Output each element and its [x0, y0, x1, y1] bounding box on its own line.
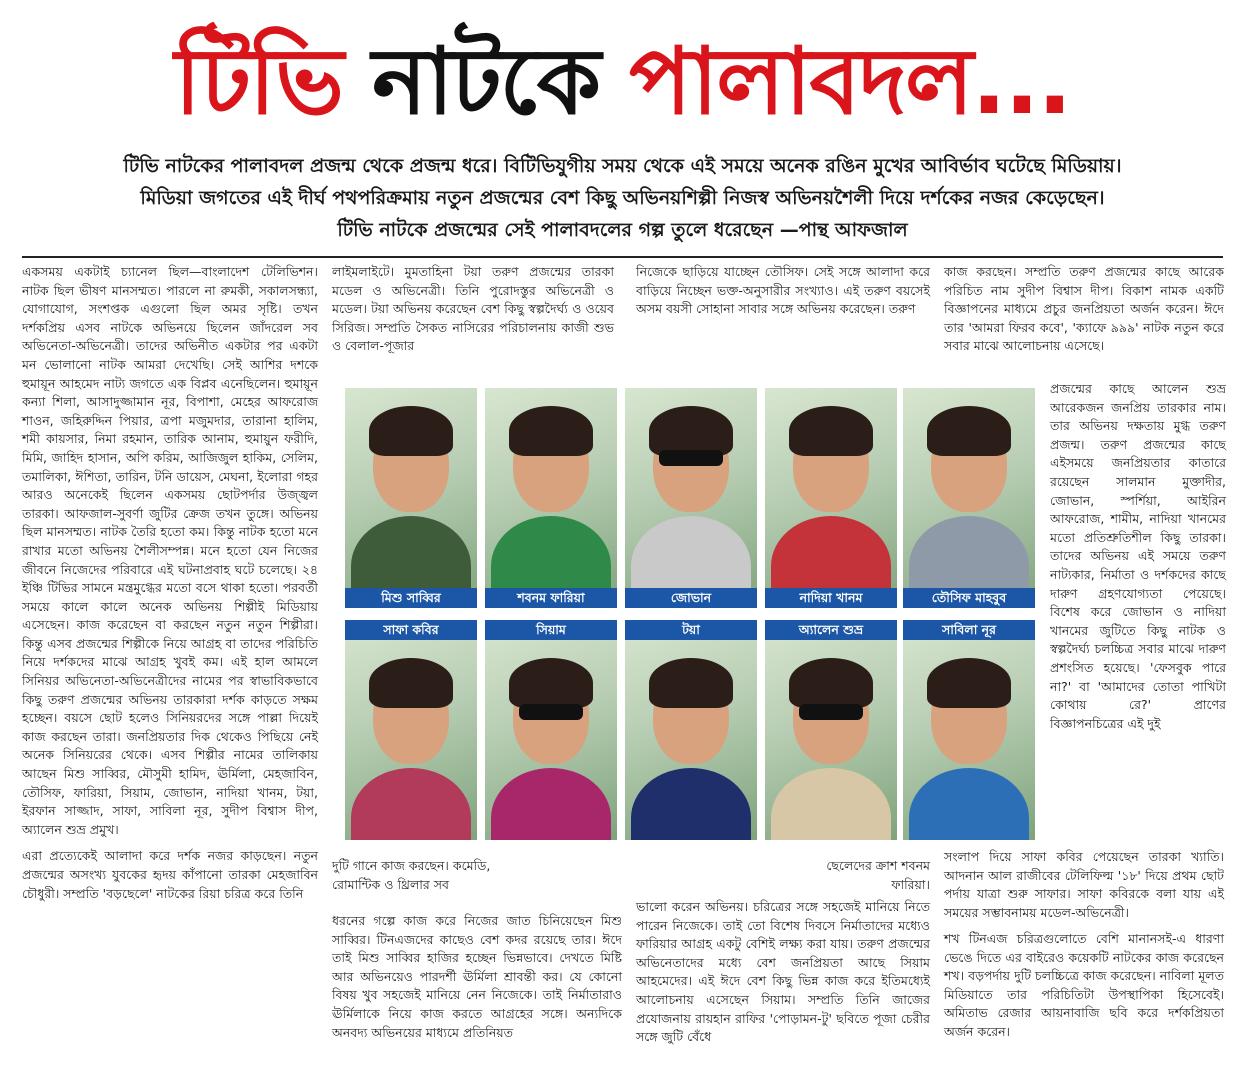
actor-photo: [903, 388, 1035, 608]
sunglasses-icon: [799, 704, 863, 720]
actor-hair: [789, 406, 873, 456]
actor-photo: [485, 388, 617, 608]
column-1-paragraph-2: এরা প্রত্যেকেই আলাদা করে দর্শক নজর কাড়ছেন। নতুন প্রজন্মের অসংখ্য যুবকের হৃদয় কাঁপানো তারকা মেহজাবিন চৌধুরী। সম্প্রতি 'বড়ছেলে' নাটকের রিয়া চরিত্র করে তিনি: [22, 848, 318, 901]
sunglasses-icon: [519, 704, 583, 720]
actor-photo: [345, 620, 477, 840]
article-column-4-top: কাজ করছেন। সম্প্রতি তরুণ প্রজন্মের কাছে আরেক পরিচিত নাম সুদীপ বিশ্বাস দীপ। বিকাশ নামক একটি বিজ্ঞাপনের মাধ্যমে প্রচুর জনপ্রিয়তা অর্জন করেন। ঈদে তার 'আমরা ফিরব কবে', 'ক্যাফে ৯৯৯' নাটক নতুন করে সবার মাঝে আলোচনায় এসেছে।: [944, 264, 1224, 354]
photo-grid: [345, 388, 1035, 853]
actor-body: [909, 768, 1029, 840]
actor-name-label: জোভান: [625, 588, 757, 608]
actor-name-label: অ্যালেন শুভ্র: [765, 620, 897, 640]
actor-body: [491, 768, 611, 840]
headline-part-3: পালাবদল...: [629, 28, 1071, 135]
actor-photo: [765, 388, 897, 608]
article-column-4-bottom: শখ টিনএজ চরিত্রগুলোতে বেশি মানানসই-এ ধারণা ভেঙে দিতে এর বাইরেও কয়েকটি নাটকের কাজ করেছেন শখ। বড়পর্দায় দুটি চলচ্চিত্রে কাজ করেছেন। নাবিলা মূলত মিডিয়াতে তার পরিচিতিটা উপস্থাপিকা হিসেবেই। অমিতাভ রেজার আয়নাবাজি ছবি করে দর্শকপ্রিয়তা অর্জন করেন।: [944, 931, 1224, 1039]
actor-hair: [369, 406, 453, 456]
column-1-paragraph-1: একসময় একটাই চ্যানেল ছিল—বাংলাদেশ টেলিভিশন। নাটক ছিল ভীষণ মানসম্মত। পারলে না রুমকী, সকালসন্ধ্যা, যোগাযোগ, সংশপ্তক এগুলো ছিল অমর সৃষ্টি। তখন দর্শকপ্রিয় এসব নাটকে অভিনয়ে ছিলেন জাঁদরেল সব অভিনেতা-অভিনেত্রী। তাদের অভিনীত একটার পর একটা মন ভোলানো নাটক আমরা দেখেছি। সেই আশির দশকে হুমায়ূন আহমেদ নাট্য জগতে এক বিপ্লব এনেছিলেন। হুমায়ূন কন্যা শিলা, আসাদুজ্জামান নূর, বিপাশা, মেহের আফরোজ শাওন, জহিরুদ্দিন পিয়ার, ত্রপা মজুমদার, তারানা হালিম, শমী কায়সার, নিমা রহমান, তারিক আনাম, হুমায়ুন ফরীদি, মিমি, জাহিদ হাসান, অপি করিম, আজিজুল হাকিম, সেলিম, তমালিকা, ঈশিতা, তারিন, টনি ডায়েস, মেঘনা, ইলোরা গহর আরও অনেকেই ছিলেন একসময় ছোটপর্দার উজ্জ্বল তারকা। আফজাল-সুবর্ণা জুটির ক্রেজ তখন তুঙ্গে। অভিনয় ছিল মানসম্মত। নাটক তৈরি হতো কম। কিন্তু নাটক হতো মনে রাখার মতো অভিনয় শৈলীসম্পন্ন। মনে হতো যেন নিজের জীবনে নিজেদের পরিবারে এই ঘটনাপ্রবাহ ঘটে চলেছে। ২৪ ইঞ্চি টিভির সামনে মন্ত্রমুগ্ধের মতো বসে থাকা হতো। পরবর্তী সময়ে কালে কালে অনেক অভিনয় শিল্পীই মিডিয়ায় এসেছেন। কাজ করেছেন বা করছেন নতুন নতুন শিল্পীরা। কিন্তু এসব প্রজন্মের শিল্পীকে নিয়ে আগ্রহ বা তাদের পরিচিতি নিয়ে দর্শকদের মাঝে আগ্রহ খুবই কম। এই হাল আমলে সিনিয়র অভিনেতা-অভিনেত্রীদের নামের পর স্বাভাবিকভাবে কিছু তরুণ প্রজন্মের অভিনয় তারকারা দর্শক কাড়তে সক্ষম হচ্ছেন। বয়সে ছোট হলেও সিনিয়রদের সঙ্গে পাল্লা দিয়েই কাজ করছেন তারা। জনপ্রিয়তার দিক থেকেও পিছিয়ে নেই অনেক সিনিয়রের থেকে। এসব শিল্পীর নামের তালিকায় আছেন মিশু সাব্বির, মৌসুমী হামিদ, ঊর্মিলা, মেহজাবিন, তৌসিফ, ফারিয়া, সিয়াম, জোভান, নাদিয়া খানম, টয়া, ইরফান সাজ্জাদ, সাফা, সাবিলা নূর, সুদীপ বিশ্বাস দীপ, অ্যালেন শুভ্র প্রমুখ।: [22, 264, 318, 837]
actor-photo: [625, 620, 757, 840]
intro-line-1: টিভি নাটকের পালাবদল প্রজন্ম থেকে প্রজন্ম ধরে। বিটিভিযুগীয় সময় থেকে এই সময়ে অনেক রঙিন মুখের আবির্ভাব ঘটেছে মিডিয়ায়।: [123, 155, 1122, 177]
actor-photo: [903, 620, 1035, 840]
actor-name-label: সিয়াম: [485, 620, 617, 640]
actor-body: [631, 768, 751, 840]
actor-hair: [509, 658, 593, 708]
actor-hair: [789, 658, 873, 708]
actor-name-label: সাফা কবির: [345, 620, 477, 640]
actor-name-label: নাদিয়া খানম: [765, 588, 897, 608]
article-column-4-side: প্রজন্মের কাছে আলেন শুভ্র আরেকজন জনপ্রিয় তারকার নাম। তার অভিনয় দক্ষতায় মুগ্ধ তরুণ প্রজন্ম। তরুণ প্রজন্মের কাছে এইসময়ে জনপ্রিয়তার কাতারে রয়েছেন সালমান মুক্তাদীর, জোভান, স্পর্শিয়া, আইরিন আফরোজ, শামীম, নাদিয়া খানমের মতো প্রতিশ্রুতিশীল কিছু তারকা। তাদের অভিনয় এই সময়ে তরুণ নাট্যকার, নির্মাতা ও দর্শকদের কাছে দারুণ গ্রহণযোগ্যতা পেয়েছে। বিশেষ করে জোভান ও নাদিয়া খানমের জুটিতে কিছু নাটক ও স্বল্পদৈর্ঘ্য চলচ্চিত্র সবার মাঝে দারুণ প্রশংসিত হয়েছে। 'ফেসবুক পারে না?' বা 'আমাদের তোতা পাখিটা কোথায় রে?' প্রাণের বিজ্ঞাপনচিত্রের এই দুই: [1050, 381, 1226, 731]
actor-photo: [765, 620, 897, 840]
actor-hair: [927, 406, 1011, 456]
actor-hair: [369, 658, 453, 708]
caption-column-2: দুটি গানে কাজ করছেন। কমেডি, রোমান্টিক ও থ্রিলার সব: [332, 858, 491, 892]
intro-line-2: মিডিয়া জগতের এই দীর্ঘ পথপরিক্রমায় নতুন প্রজন্মের বেশ কিছু অভিনয়শিল্পী নিজস্ব অভিনয়শৈলী দিয়ে দর্শকের নজর কেড়েছেন।: [140, 187, 1105, 209]
actor-name-label: তৌসিফ মাহবুব: [903, 588, 1035, 608]
article-column-2-bottom: ধরনের গল্পে কাজ করে নিজের জাত চিনিয়েছেন মিশু সাব্বির। টিনএজদের কাছেও বেশ কদর রয়েছে তার। ঈদে তাই মিশু সাব্বির হাজির হচ্ছেন ভিন্নভাবে। দেখতে মিষ্টি আর অভিনয়েও পারদর্শী ঊর্মিলা শ্রাবন্তী কর। যে কোনো বিষয় খুব সহজেই মানিয়ে নেন নিজেকে। তাই নির্মাতারাও ঊর্মিলাকে নিয়ে কাজ করতে আগ্রহের সঙ্গে। অন্যদিকে অনবদ্য অভিনয়ের মাধ্যমে প্রতিনিয়ত: [332, 913, 622, 1040]
actor-photo: [345, 388, 477, 608]
caption-column-3: ছেলেদের ক্রাশ শবনম ফারিয়া।: [826, 858, 930, 892]
actor-hair: [927, 658, 1011, 708]
actor-name-label: টয়া: [625, 620, 757, 640]
intro-deck: [60, 150, 1185, 246]
actor-photo: [625, 388, 757, 608]
actor-name-label: শবনম ফারিয়া: [485, 588, 617, 608]
article-column-4-lower: সংলাপ দিয়ে সাফা কবির পেয়েছেন তারকা খ্যাতি। আদনান আল রাজীবের টেলিফিল্ম '১৮' দিয়ে প্রথম ছোট পর্দায় যাত্রা শুরু সাফার। সাফা কবিরকে বলা যায় এই সময়ের সম্ভাবনাময় মডেল-অভিনেত্রী।: [944, 849, 1224, 920]
actor-name-label: সাবিলা নূর: [903, 620, 1035, 640]
article-column-3-bottom: ভালো করেন অভিনয়। চরিত্রের সঙ্গে সহজেই মানিয়ে নিতে পারেন নিজেকে। তাই তো বিশেষ দিবসে নির্মাতাদের মধ্যেও ফারিয়ার আগ্রহ একটু বেশিই লক্ষ্য করা যায়। তরুণ প্রজন্মের অভিনেতাদের মধ্যে বেশ জনপ্রিয়তা আছে সিয়াম আহমেদের। এই ঈদে বেশ কিছু ভিন্ন কাজ করে ইতিমধ্যেই আলোচনায় এসেছেন সিয়াম। সম্প্রতি তিনি জাজের প্রযোজনায় রায়হান রাফির 'পোড়ামন-টু' ছবিতে পূজা চেরীর সঙ্গে জুটি বেঁধে: [636, 899, 930, 1045]
headline-part-1: টিভি: [174, 28, 342, 135]
article-column-3-top: নিজেকে ছাড়িয়ে যাচ্ছেন তৌসিফ। সেই সঙ্গে আলাদা করে বাড়িয়ে নিচ্ছেন ভক্ত-অনুসারীর সংখ্যাও। এই তরুণ বয়সেই অসম বয়সী সোহানা সাবার সঙ্গে অভিনয় করেছেন। তরুণ: [636, 264, 930, 317]
article-column-2-top: লাইমলাইটে। মুমতাহিনা টয়া তরুণ প্রজন্মের তারকা মডেল ও অভিনেত্রী। তিনি পুরোদস্তুর অভিনেত্রী ও মডেল। টয়া অভিনয় করেছেন বেশ কিছু স্বল্পদৈর্ঘ্য ও ওয়েব সিরিজ। সম্প্রতি সৈকত নাসিরের পরিচালনায় কাজী শুভ ও বেলাল-পূজার: [332, 264, 614, 354]
headline: [0, 22, 1245, 142]
intro-line-3: টিভি নাটকে প্রজন্মের সেই পালাবদলের গল্প তুলে ধরেছেন —পান্থ আফজাল: [337, 219, 908, 241]
actor-photo: [485, 620, 617, 840]
actor-hair: [649, 658, 733, 708]
headline-part-2: নাটকে: [371, 28, 600, 135]
actor-hair: [509, 406, 593, 456]
sunglasses-icon: [659, 450, 723, 466]
divider-rule: [22, 256, 1223, 258]
actor-body: [351, 768, 471, 840]
actor-hair: [649, 406, 733, 456]
actor-body: [771, 768, 891, 840]
actor-name-label: মিশু সাব্বির: [345, 588, 477, 608]
article-column-1: [22, 263, 318, 1078]
